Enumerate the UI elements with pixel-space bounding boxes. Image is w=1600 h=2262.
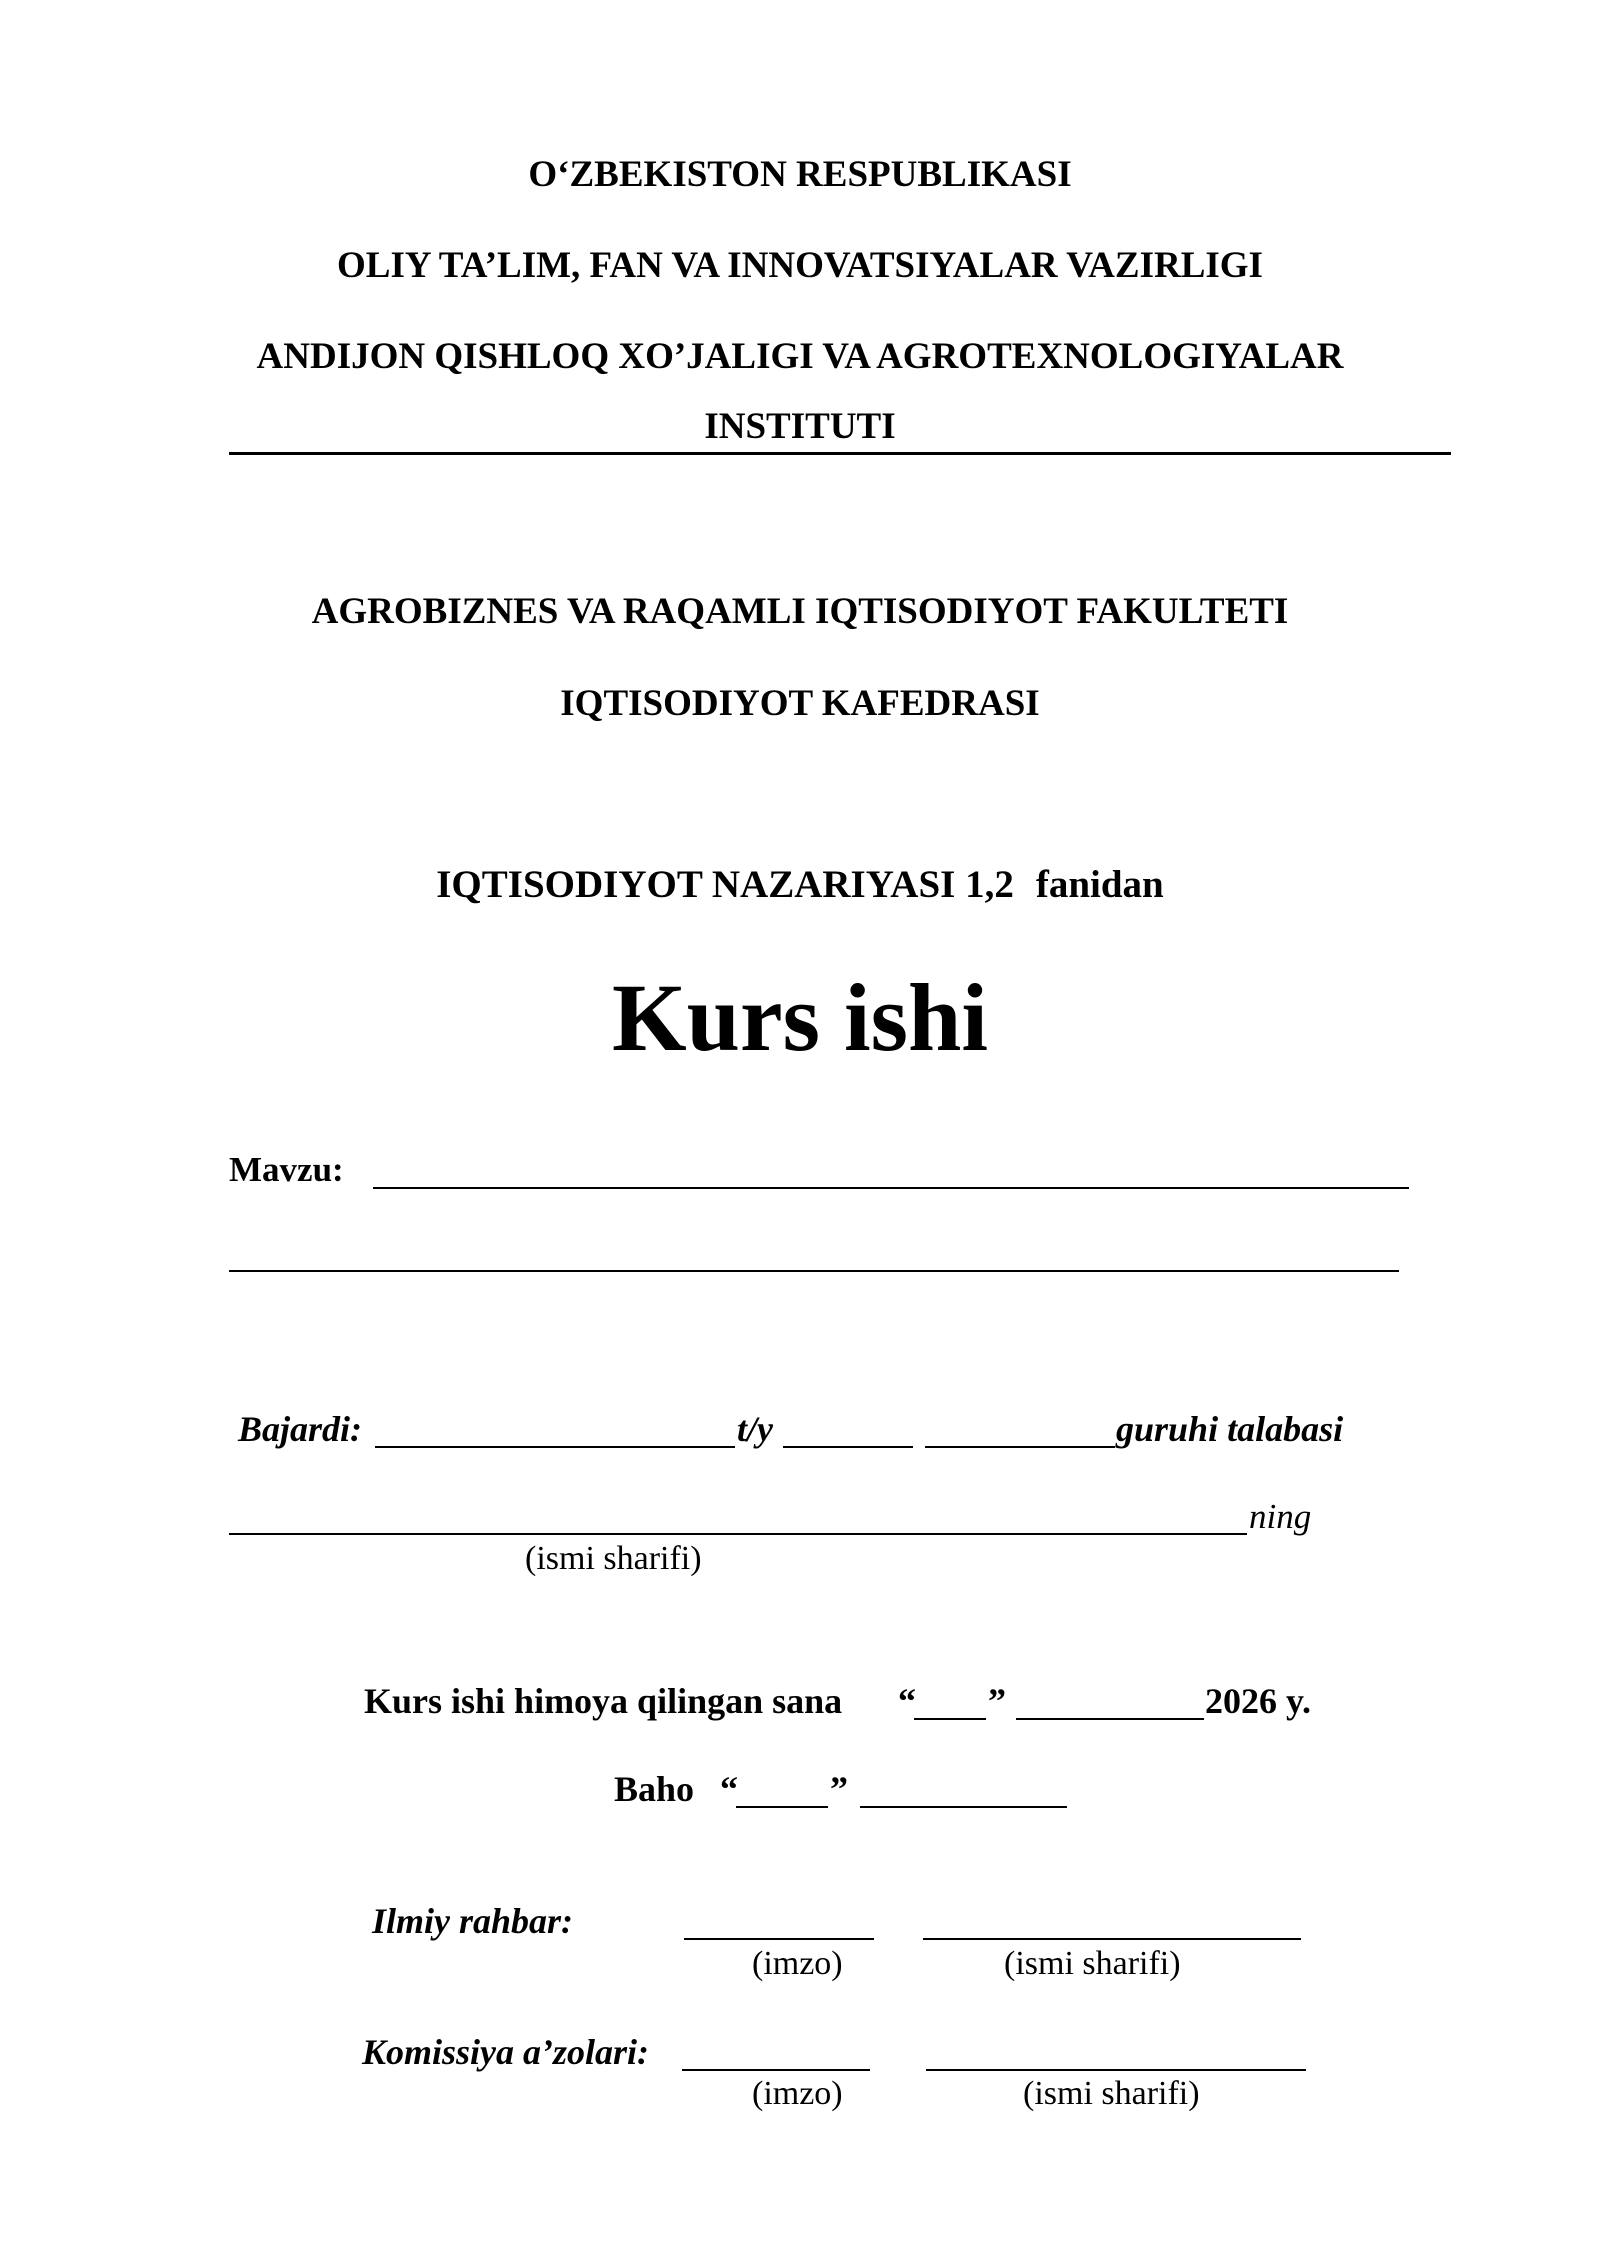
grade-open-quote: “ bbox=[720, 1769, 738, 1809]
student-name-caption: (ismi sharifi) bbox=[525, 1540, 702, 1577]
group-label: guruhi talabasi bbox=[1116, 1409, 1344, 1449]
commission-sign-caption: (imzo) bbox=[752, 2075, 843, 2112]
ty-label: t/y bbox=[737, 1409, 773, 1449]
defense-day-blank bbox=[914, 1718, 986, 1720]
grade-label: Baho bbox=[614, 1769, 695, 1809]
subject-line bbox=[0, 862, 1600, 907]
grade-close-quote: ” bbox=[830, 1769, 848, 1809]
grade-score-blank bbox=[736, 1806, 828, 1808]
group-blank bbox=[925, 1446, 1115, 1448]
header-divider bbox=[229, 452, 1451, 455]
document-title: Kurs ishi bbox=[611, 964, 989, 1071]
defense-open-quote: “ bbox=[898, 1681, 916, 1721]
header-institute-line1: ANDIJON QISHLOQ XO’JALIGI VA AGROTEXNOLOGIYALAR bbox=[256, 336, 1344, 377]
header-institute-line2: INSTITUTI bbox=[704, 406, 896, 447]
supervisor-name-blank bbox=[923, 1938, 1301, 1940]
student-blank-1 bbox=[375, 1446, 735, 1448]
commission-name-caption: (ismi sharifi) bbox=[1023, 2075, 1200, 2112]
defense-label: Kurs ishi himoya qilingan sana bbox=[364, 1681, 843, 1721]
header-ministry: OLIY TA’LIM, FAN VA INNOVATSIYALAR VAZIRLIGI bbox=[337, 245, 1263, 286]
defense-year: 2026 y. bbox=[1205, 1681, 1312, 1721]
department-name: IQTISODIYOT KAFEDRASI bbox=[560, 683, 1040, 724]
supervisor-sign-caption: (imzo) bbox=[752, 1945, 843, 1982]
commission-sign-blank bbox=[682, 2069, 870, 2071]
supervisor-label: Ilmiy rahbar: bbox=[372, 1901, 574, 1941]
topic-label: Mavzu: bbox=[229, 1150, 344, 1189]
supervisor-sign-blank bbox=[684, 1938, 874, 1940]
topic-blank-2 bbox=[229, 1270, 1399, 1272]
subject-suffix: fanidan bbox=[1035, 863, 1164, 906]
supervisor-name-caption: (ismi sharifi) bbox=[1004, 1945, 1181, 1982]
student-label: Bajardi: bbox=[238, 1409, 363, 1449]
commission-label: Komissiya a’zolari: bbox=[362, 2032, 650, 2072]
defense-month-blank bbox=[1016, 1718, 1204, 1720]
commission-name-blank bbox=[926, 2069, 1306, 2071]
grade-words-blank bbox=[860, 1806, 1067, 1808]
student-name-blank bbox=[229, 1533, 1247, 1535]
subject-name: IQTISODIYOT NAZARIYASI 1,2 bbox=[436, 863, 1014, 906]
faculty-name: AGROBIZNES VA RAQAMLI IQTISODIYOT FAKULTETI bbox=[311, 591, 1289, 632]
ty-blank bbox=[783, 1446, 913, 1448]
header-country: O‘ZBEKISTON RESPUBLIKASI bbox=[528, 154, 1072, 195]
ning-suffix: ning bbox=[1249, 1497, 1312, 1536]
topic-blank-1 bbox=[373, 1187, 1409, 1189]
defense-close-quote: ” bbox=[988, 1681, 1006, 1721]
